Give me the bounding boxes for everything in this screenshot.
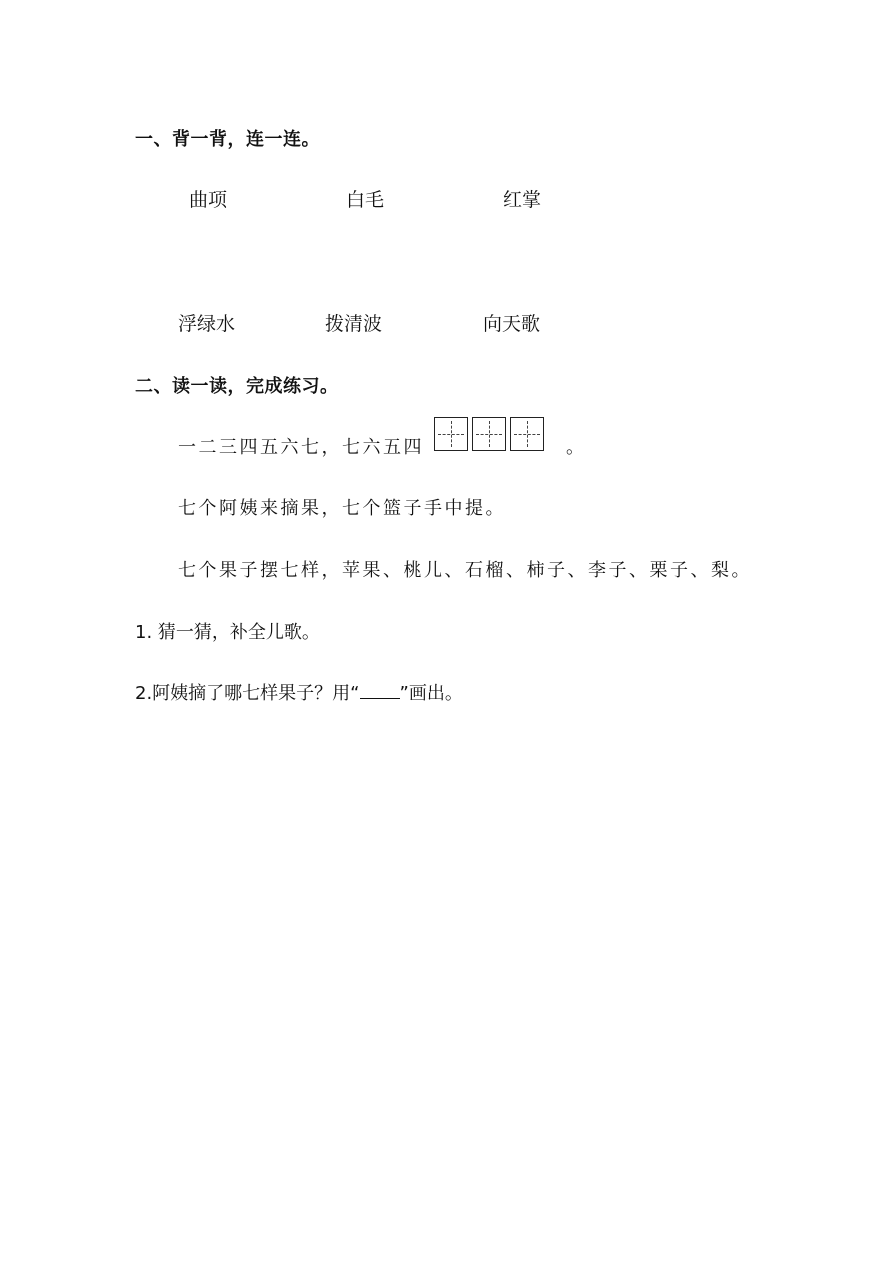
match-word-top-1[interactable]: 曲项 bbox=[189, 189, 228, 211]
match-word-bottom-1[interactable]: 浮绿水 bbox=[178, 313, 236, 335]
match-word-top-2[interactable]: 白毛 bbox=[346, 189, 385, 211]
answer-box-3[interactable] bbox=[510, 417, 544, 451]
underline-blank bbox=[360, 684, 400, 699]
poem-line-1-suffix: 。 bbox=[566, 437, 587, 458]
poem-line-3: 七个果子摆七样，苹果、桃儿、石榴、柿子、李子、栗子、梨。 bbox=[178, 560, 752, 581]
question-2-suffix: ”画出。 bbox=[399, 683, 463, 704]
answer-box-group bbox=[434, 417, 544, 451]
match-word-bottom-3[interactable]: 向天歌 bbox=[483, 313, 541, 335]
poem-line-2: 七个阿姨来摘果，七个篮子手中提。 bbox=[178, 498, 506, 519]
question-1: 1. 猜一猜，补全儿歌。 bbox=[135, 622, 320, 643]
section1-heading: 一、背一背，连一连。 bbox=[135, 129, 320, 150]
match-word-bottom-2[interactable]: 拨清波 bbox=[325, 313, 383, 335]
section2-heading: 二、读一读，完成练习。 bbox=[135, 376, 339, 397]
answer-box-1[interactable] bbox=[434, 417, 468, 451]
question-2-prefix: 2.阿姨摘了哪七样果子？用“ bbox=[135, 683, 360, 704]
question-2 bbox=[135, 679, 463, 705]
poem-line-1-prefix: 一二三四五六七，七六五四 bbox=[178, 437, 424, 458]
match-word-top-3[interactable]: 红掌 bbox=[503, 189, 542, 211]
answer-box-2[interactable] bbox=[472, 417, 506, 451]
